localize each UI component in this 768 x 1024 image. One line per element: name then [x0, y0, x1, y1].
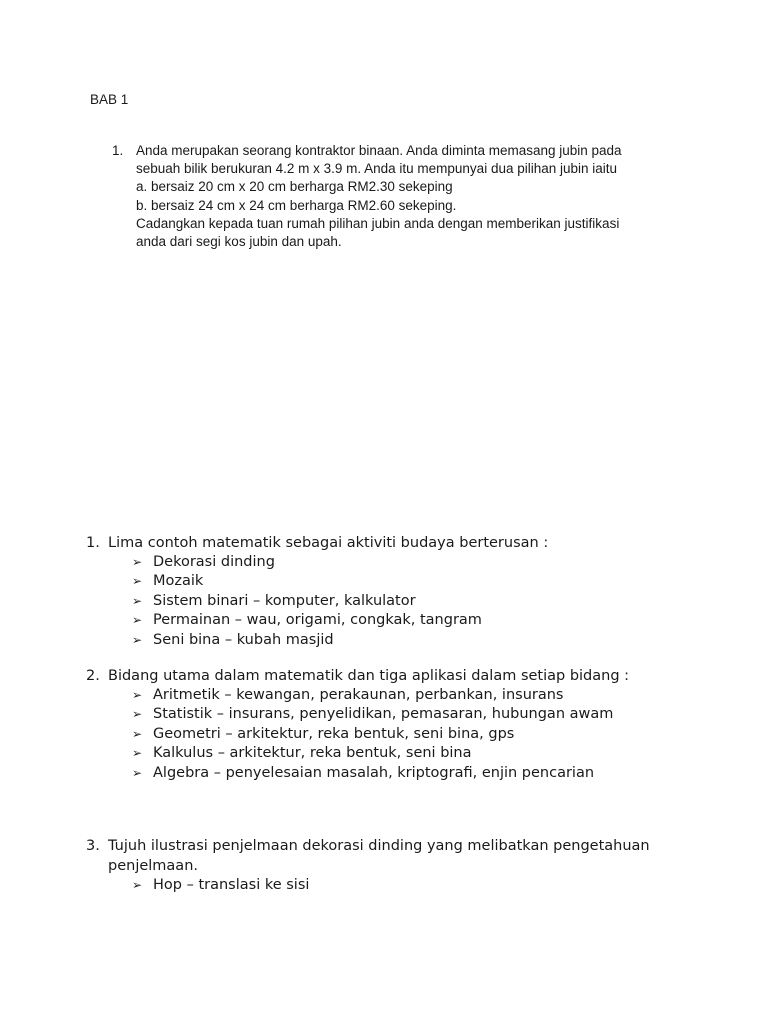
- question-line: sebuah bilik berukuran 4.2 m x 3.9 m. Anda itu mempunyai dua pilihan jubin iaitu: [136, 161, 618, 177]
- section-heading: [86, 666, 736, 686]
- question-line: a. bersaiz 20 cm x 20 cm berharga RM2.30 sekeping: [136, 179, 453, 195]
- arrow-bullet-icon: ➢: [132, 878, 143, 892]
- list-item: ➢ Geometri – arkitektur, reka bentuk, seni bina, gps: [86, 725, 736, 744]
- question-block: [112, 142, 712, 251]
- list-item: ➢ Kalkulus – arkitektur, reka bentuk, seni bina: [86, 744, 736, 763]
- list-item: ➢ Hop – translasi ke sisi: [86, 876, 736, 895]
- arrow-bullet-icon: ➢: [132, 593, 143, 608]
- question-line: Cadangkan kepada tuan rumah pilihan jubin anda dengan memberikan justifikasi: [136, 215, 620, 231]
- question-line: anda dari segi kos jubin dan upah.: [136, 234, 342, 250]
- list-item: ➢ Sistem binari – komputer, kalkulator: [86, 592, 736, 611]
- section-title-line: Tujuh ilustrasi penjelmaan dekorasi dinding yang melibatkan pengetahuan: [108, 838, 650, 854]
- section-math-fields: [86, 666, 736, 783]
- arrow-bullet-icon: ➢: [132, 707, 143, 722]
- section-title: Lima contoh matematik sebagai aktiviti budaya berterusan :: [108, 535, 549, 551]
- bullet-list: [86, 686, 736, 783]
- chapter-heading: BAB 1: [90, 92, 129, 107]
- arrow-bullet-icon: ➢: [132, 765, 143, 780]
- arrow-bullet-icon: ➢: [132, 613, 143, 628]
- bullet-list: [86, 553, 736, 650]
- section-title-line: penjelmaan.: [108, 858, 198, 874]
- section-heading: [86, 533, 736, 553]
- list-item: ➢ Seni bina – kubah masjid: [86, 631, 736, 650]
- arrow-bullet-icon: ➢: [132, 726, 143, 741]
- bullet-list: [86, 876, 736, 895]
- arrow-bullet-icon: ➢: [132, 632, 143, 647]
- arrow-bullet-icon: ➢: [132, 574, 143, 589]
- section-culture-examples: [86, 533, 736, 650]
- list-item: ➢ Statistik – insurans, penyelidikan, pemasaran, hubungan awam: [86, 705, 736, 724]
- question-line: b. bersaiz 24 cm x 24 cm berharga RM2.60 sekeping.: [136, 197, 457, 213]
- list-item: ➢ Mozaik: [86, 572, 736, 591]
- section-title: Bidang utama dalam matematik dan tiga aplikasi dalam setiap bidang :: [108, 668, 630, 684]
- section-transformation-illustrations: [86, 836, 736, 895]
- section-number: 1.: [86, 535, 100, 551]
- arrow-bullet-icon: ➢: [132, 555, 143, 569]
- list-item: ➢ Permainan – wau, origami, congkak, tangram: [86, 611, 736, 630]
- arrow-bullet-icon: ➢: [132, 688, 143, 702]
- section-number: 3.: [86, 838, 100, 854]
- list-item: ➢ Algebra – penyelesaian masalah, kriptografi, enjin pencarian: [86, 764, 736, 783]
- section-heading: [86, 836, 736, 876]
- question-number: 1.: [112, 143, 124, 158]
- arrow-bullet-icon: ➢: [132, 746, 143, 761]
- list-item: ➢ Aritmetik – kewangan, perakaunan, perbankan, insurans: [86, 686, 736, 705]
- list-item: ➢ Dekorasi dinding: [86, 553, 736, 572]
- section-number: 2.: [86, 668, 100, 684]
- question-line: Anda merupakan seorang kontraktor binaan. Anda diminta memasang jubin pada: [136, 143, 622, 158]
